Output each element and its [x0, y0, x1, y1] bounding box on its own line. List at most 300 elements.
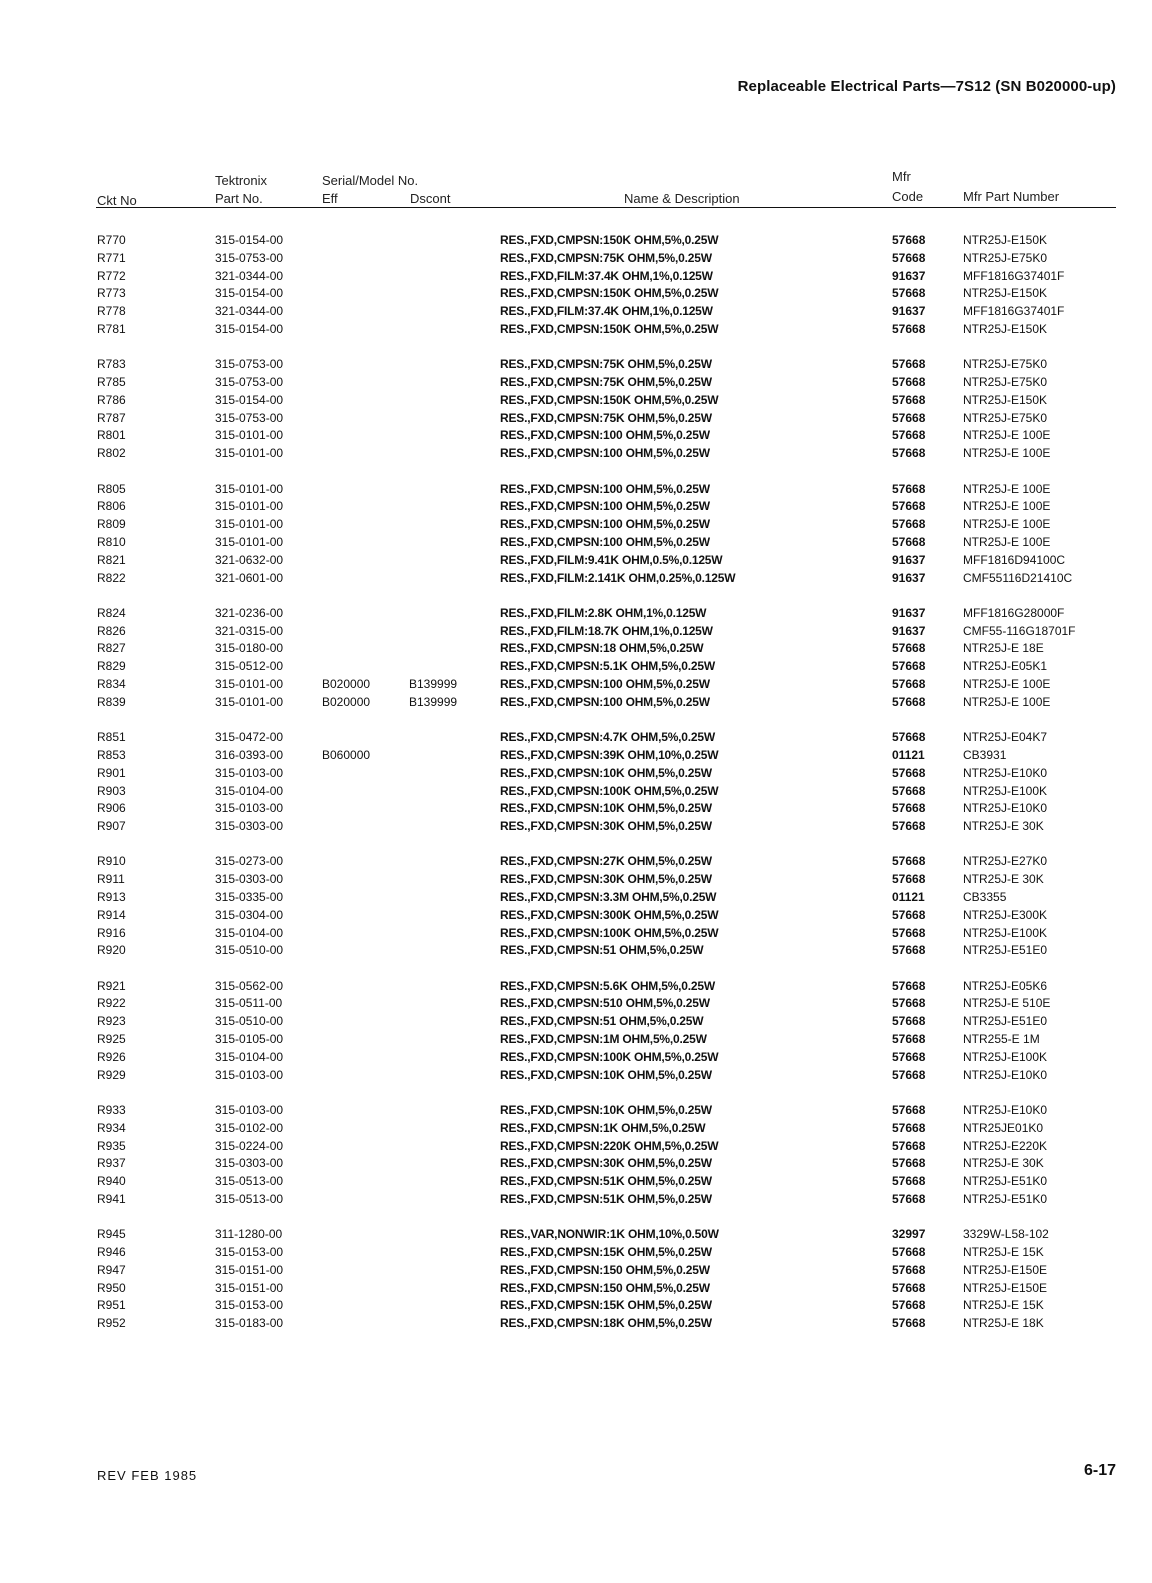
part-no-cell: 315-0335-00 [215, 890, 284, 904]
table-row [0, 640, 1152, 658]
mfr-code-cell: 57668 [892, 1120, 926, 1135]
mfr-code-cell: 57668 [892, 392, 926, 407]
part-no-cell: 315-0304-00 [215, 907, 284, 922]
mfr-part-number-cell: NTR25J-E75K0 [963, 357, 1048, 372]
table-row [0, 1244, 1152, 1262]
description-cell: RES.,FXD,CMPSN:1M OHM,5%,0.25W [500, 1032, 707, 1047]
table-row [0, 1280, 1152, 1298]
eff-serial-cell: B020000 [322, 694, 371, 709]
part-no-cell: 315-0753-00 [215, 410, 284, 425]
mfr-part-number-cell: NTR25J-E 100E [963, 428, 1051, 443]
part-no-cell: 321-0344-00 [215, 304, 284, 319]
mfr-code-cell: 01121 [892, 890, 925, 904]
mfr-part-number-cell: CB3355 [963, 890, 1007, 904]
part-no-cell: 315-0154-00 [215, 321, 284, 336]
table-row [0, 694, 1152, 712]
ckt-no-cell: R914 [97, 907, 126, 922]
table-row [0, 481, 1152, 499]
description-cell: RES.,FXD,CMPSN:10K OHM,5%,0.25W [500, 801, 712, 816]
ckt-no-cell: R925 [97, 1032, 126, 1047]
mfr-part-number-cell: NTR25J-E75K0 [963, 250, 1048, 265]
part-no-cell: 321-0601-00 [215, 570, 284, 585]
table-row [0, 321, 1152, 339]
mfr-code-cell: 57668 [892, 375, 926, 390]
mfr-part-number-cell: NTR25J-E100K [963, 925, 1048, 940]
part-no-cell: 315-0101-00 [215, 677, 284, 692]
ckt-no-cell: R951 [97, 1298, 126, 1313]
mfr-part-number-cell: NTR25J-E100K [963, 1049, 1048, 1064]
part-no-cell: 321-0632-00 [215, 552, 284, 567]
mfr-part-number-cell: NTR25J-E51K0 [963, 1174, 1048, 1189]
part-no-cell: 315-0105-00 [215, 1032, 284, 1047]
table-row [0, 1297, 1152, 1315]
description-cell: RES.,VAR,NONWIR:1K OHM,10%,0.50W [500, 1227, 719, 1242]
description-cell: RES.,FXD,CMPSN:5.1K OHM,5%,0.25W [500, 659, 715, 674]
mfr-code-cell: 57668 [892, 233, 926, 247]
table-row [0, 1138, 1152, 1156]
mfr-code-cell: 57668 [892, 872, 926, 887]
part-no-cell: 315-0154-00 [215, 392, 284, 407]
dscont-serial-cell: B139999 [409, 677, 458, 692]
mfr-part-number-cell: NTR25J-E 30K [963, 1156, 1044, 1171]
table-row [0, 570, 1152, 588]
mfr-code-cell: 57668 [892, 1316, 926, 1331]
description-cell: RES.,FXD,FILM:18.7K OHM,1%,0.125W [500, 623, 713, 638]
table-row [0, 374, 1152, 392]
part-no-cell: 315-0101-00 [215, 694, 284, 709]
mfr-part-number-cell: NTR25J-E10K0 [963, 765, 1048, 780]
mfr-part-number-cell: NTR25J-E150K [963, 233, 1048, 247]
description-cell: RES.,FXD,CMPSN:100 OHM,5%,0.25W [500, 499, 710, 514]
part-no-cell: 315-0154-00 [215, 286, 284, 301]
description-cell: RES.,FXD,CMPSN:30K OHM,5%,0.25W [500, 1156, 712, 1171]
description-cell: RES.,FXD,CMPSN:100K OHM,5%,0.25W [500, 1049, 719, 1064]
table-row [0, 1013, 1152, 1031]
table-row [0, 427, 1152, 445]
mfr-code-cell: 91637 [892, 268, 926, 283]
table-row [0, 1049, 1152, 1067]
col-header-mfr-part-number: Mfr Part Number [963, 189, 1060, 204]
table-row [0, 658, 1152, 676]
table-row [0, 747, 1152, 765]
part-no-cell: 315-0472-00 [215, 730, 284, 745]
mfr-part-number-cell: NTR25J-E150E [963, 1262, 1048, 1277]
ckt-no-cell: R922 [97, 996, 126, 1011]
ckt-no-cell: R801 [97, 428, 126, 443]
part-no-cell: 315-0303-00 [215, 872, 284, 887]
part-no-cell: 315-0180-00 [215, 641, 284, 656]
mfr-code-cell: 91637 [892, 552, 926, 567]
table-row [0, 623, 1152, 641]
table-row [0, 995, 1152, 1013]
part-no-cell: 315-0153-00 [215, 1245, 284, 1260]
part-no-cell: 315-0753-00 [215, 375, 284, 390]
ckt-no-cell: R781 [97, 321, 126, 336]
mfr-code-cell: 57668 [892, 357, 926, 372]
part-no-cell: 315-0511-00 [215, 996, 283, 1011]
description-cell: RES.,FXD,CMPSN:27K OHM,5%,0.25W [500, 854, 712, 869]
table-row [0, 1120, 1152, 1138]
description-cell: RES.,FXD,CMPSN:10K OHM,5%,0.25W [500, 765, 712, 780]
mfr-part-number-cell: NTR255-E 1M [963, 1032, 1040, 1047]
mfr-code-cell: 57668 [892, 943, 926, 958]
table-row [0, 1031, 1152, 1049]
part-no-cell: 315-0103-00 [215, 765, 284, 780]
mfr-part-number-cell: 3329W-L58-102 [963, 1227, 1049, 1242]
description-cell: RES.,FXD,FILM:2.141K OHM,0.25%,0.125W [500, 570, 736, 585]
table-row [0, 516, 1152, 534]
description-cell: RES.,FXD,FILM:2.8K OHM,1%,0.125W [500, 605, 707, 620]
mfr-part-number-cell: NTR25J-E75K0 [963, 375, 1048, 390]
mfr-code-cell: 57668 [892, 1191, 926, 1206]
description-cell: RES.,FXD,FILM:9.41K OHM,0.5%,0.125W [500, 552, 723, 567]
table-row [0, 498, 1152, 516]
mfr-part-number-cell: NTR25J-E51E0 [963, 1014, 1048, 1029]
mfr-part-number-cell: NTR25J-E 30K [963, 819, 1044, 834]
description-cell: RES.,FXD,CMPSN:30K OHM,5%,0.25W [500, 872, 712, 887]
part-no-cell: 315-0510-00 [215, 1014, 284, 1029]
table-row [0, 783, 1152, 801]
description-cell: RES.,FXD,CMPSN:100 OHM,5%,0.25W [500, 481, 710, 496]
mfr-part-number-cell: NTR25J-E 100E [963, 694, 1051, 709]
description-cell: RES.,FXD,CMPSN:1K OHM,5%,0.25W [500, 1120, 706, 1135]
part-no-cell: 315-0154-00 [215, 233, 284, 247]
part-no-cell: 315-0753-00 [215, 357, 284, 372]
part-no-cell: 315-0103-00 [215, 1067, 284, 1082]
ckt-no-cell: R906 [97, 801, 126, 816]
ckt-no-cell: R947 [97, 1262, 126, 1277]
part-no-cell: 315-0103-00 [215, 1102, 284, 1117]
page-number: 6-17 [1083, 1462, 1116, 1479]
mfr-part-number-cell: NTR25J-E51K0 [963, 1191, 1048, 1206]
mfr-part-number-cell: NTR25J-E 100E [963, 499, 1051, 514]
mfr-code-cell: 57668 [892, 321, 926, 336]
ckt-no-cell: R945 [97, 1227, 126, 1242]
ckt-no-cell: R826 [97, 623, 126, 638]
part-no-cell: 315-0101-00 [215, 428, 284, 443]
table-row [0, 605, 1152, 623]
table-row [0, 818, 1152, 836]
mfr-code-cell: 57668 [892, 765, 926, 780]
description-cell: RES.,FXD,CMPSN:510 OHM,5%,0.25W [500, 996, 710, 1011]
mfr-code-cell: 57668 [892, 428, 926, 443]
description-cell: RES.,FXD,CMPSN:100K OHM,5%,0.25W [500, 783, 719, 798]
mfr-part-number-cell: NTR25J-E 15K [963, 1245, 1044, 1260]
mfr-code-cell: 57668 [892, 1298, 926, 1313]
mfr-part-number-cell: NTR25J-E10K0 [963, 1102, 1048, 1117]
part-no-cell: 315-0153-00 [215, 1298, 284, 1313]
part-no-cell: 315-0104-00 [215, 1049, 284, 1064]
description-cell: RES.,FXD,CMPSN:5.6K OHM,5%,0.25W [500, 978, 715, 993]
description-cell: RES.,FXD,CMPSN:220K OHM,5%,0.25W [500, 1138, 719, 1153]
ckt-no-cell: R950 [97, 1280, 126, 1295]
mfr-code-cell: 57668 [892, 534, 926, 549]
mfr-part-number-cell: NTR25J-E05K1 [963, 659, 1048, 674]
mfr-code-cell: 57668 [892, 694, 926, 709]
table-row [0, 853, 1152, 871]
mfr-part-number-cell: NTR25J-E51E0 [963, 943, 1048, 958]
table-row [0, 1191, 1152, 1209]
mfr-code-cell: 32997 [892, 1227, 926, 1242]
ckt-no-cell: R923 [97, 1014, 126, 1029]
table-row [0, 392, 1152, 410]
description-cell: RES.,FXD,CMPSN:150K OHM,5%,0.25W [500, 321, 719, 336]
mfr-code-cell: 57668 [892, 1280, 926, 1295]
mfr-part-number-cell: NTR25J-E150K [963, 392, 1048, 407]
description-cell: RES.,FXD,CMPSN:100 OHM,5%,0.25W [500, 677, 710, 692]
ckt-no-cell: R770 [97, 233, 126, 247]
eff-serial-cell: B060000 [322, 747, 371, 762]
ckt-no-cell: R839 [97, 694, 126, 709]
table-row [0, 1315, 1152, 1333]
mfr-code-cell: 57668 [892, 677, 926, 692]
description-cell: RES.,FXD,CMPSN:30K OHM,5%,0.25W [500, 819, 712, 834]
part-no-cell: 315-0101-00 [215, 517, 284, 532]
col-header-mfr: Mfr [892, 169, 911, 184]
ckt-no-cell: R934 [97, 1120, 126, 1135]
part-no-cell: 315-0303-00 [215, 819, 284, 834]
col-header-tektronix: Tektronix [215, 173, 268, 188]
ckt-no-cell: R802 [97, 446, 126, 461]
col-header-eff: Eff [322, 191, 338, 206]
mfr-code-cell: 57668 [892, 499, 926, 514]
description-cell: RES.,FXD,CMPSN:15K OHM,5%,0.25W [500, 1298, 712, 1313]
table-row [0, 1067, 1152, 1085]
description-cell: RES.,FXD,CMPSN:39K OHM,10%,0.25W [500, 747, 719, 762]
mfr-code-cell: 57668 [892, 659, 926, 674]
mfr-code-cell: 57668 [892, 410, 926, 425]
mfr-part-number-cell: MFF1816G28000F [963, 605, 1065, 620]
mfr-code-cell: 57668 [892, 925, 926, 940]
description-cell: RES.,FXD,CMPSN:75K OHM,5%,0.25W [500, 357, 712, 372]
mfr-code-cell: 57668 [892, 854, 926, 869]
ckt-no-cell: R773 [97, 286, 126, 301]
description-cell: RES.,FXD,CMPSN:100 OHM,5%,0.25W [500, 446, 710, 461]
col-header-code: Code [892, 189, 924, 204]
description-cell: RES.,FXD,CMPSN:15K OHM,5%,0.25W [500, 1245, 712, 1260]
part-no-cell: 321-0236-00 [215, 605, 284, 620]
ckt-no-cell: R926 [97, 1049, 126, 1064]
table-row [0, 1262, 1152, 1280]
mfr-code-cell: 91637 [892, 605, 926, 620]
mfr-code-cell: 57668 [892, 996, 926, 1011]
mfr-code-cell: 57668 [892, 1049, 926, 1064]
mfr-part-number-cell: CB3931 [963, 747, 1007, 762]
table-row [0, 232, 1152, 250]
mfr-code-cell: 57668 [892, 286, 926, 301]
table-row [0, 534, 1152, 552]
ckt-no-cell: R903 [97, 783, 126, 798]
ckt-no-cell: R785 [97, 375, 126, 390]
ckt-no-cell: R913 [97, 890, 126, 904]
description-cell: RES.,FXD,CMPSN:100 OHM,5%,0.25W [500, 428, 710, 443]
part-no-cell: 315-0224-00 [215, 1138, 284, 1153]
mfr-code-cell: 57668 [892, 783, 926, 798]
mfr-code-cell: 57668 [892, 1032, 926, 1047]
mfr-code-cell: 57668 [892, 819, 926, 834]
ckt-no-cell: R834 [97, 677, 126, 692]
description-cell: RES.,FXD,CMPSN:100 OHM,5%,0.25W [500, 517, 710, 532]
mfr-part-number-cell: NTR25JE01K0 [963, 1120, 1044, 1135]
description-cell: RES.,FXD,CMPSN:18K OHM,5%,0.25W [500, 1316, 712, 1331]
ckt-no-cell: R772 [97, 268, 126, 283]
mfr-part-number-cell: NTR25J-E 100E [963, 446, 1051, 461]
table-row [0, 871, 1152, 889]
header-rule [96, 207, 1116, 208]
description-cell: RES.,FXD,CMPSN:51 OHM,5%,0.25W [500, 1014, 704, 1029]
part-no-cell: 315-0562-00 [215, 978, 284, 993]
description-cell: RES.,FXD,CMPSN:100 OHM,5%,0.25W [500, 534, 710, 549]
table-row [0, 552, 1152, 570]
col-header-dscont: Dscont [410, 191, 451, 206]
mfr-part-number-cell: MFF1816G37401F [963, 304, 1065, 319]
part-no-cell: 315-0303-00 [215, 1156, 284, 1171]
parts-group [0, 481, 1152, 588]
part-no-cell: 315-0513-00 [215, 1191, 284, 1206]
description-cell: RES.,FXD,CMPSN:100K OHM,5%,0.25W [500, 925, 719, 940]
ckt-no-cell: R853 [97, 747, 126, 762]
mfr-part-number-cell: NTR25J-E 15K [963, 1298, 1044, 1313]
mfr-code-cell: 57668 [892, 1014, 926, 1029]
table-row [0, 729, 1152, 747]
description-cell: RES.,FXD,CMPSN:75K OHM,5%,0.25W [500, 250, 712, 265]
ckt-no-cell: R805 [97, 481, 126, 496]
parts-group [0, 853, 1152, 960]
mfr-code-cell: 57668 [892, 907, 926, 922]
ckt-no-cell: R916 [97, 925, 126, 940]
mfr-part-number-cell: CMF55116D21410C [963, 570, 1073, 585]
ckt-no-cell: R910 [97, 854, 126, 869]
description-cell: RES.,FXD,CMPSN:4.7K OHM,5%,0.25W [500, 730, 715, 745]
table-row [0, 907, 1152, 925]
part-no-cell: 315-0151-00 [215, 1280, 284, 1295]
col-header-serial-model: Serial/Model No. [322, 173, 419, 188]
description-cell: RES.,FXD,CMPSN:150 OHM,5%,0.25W [500, 1262, 710, 1277]
ckt-no-cell: R952 [97, 1316, 126, 1331]
ckt-no-cell: R907 [97, 819, 126, 834]
description-cell: RES.,FXD,FILM:37.4K OHM,1%,0.125W [500, 304, 713, 319]
table-row [0, 410, 1152, 428]
ckt-no-cell: R851 [97, 730, 126, 745]
mfr-part-number-cell: MFF1816D94100C [963, 552, 1066, 567]
part-no-cell: 315-0103-00 [215, 801, 284, 816]
table-row [0, 356, 1152, 374]
mfr-part-number-cell: NTR25J-E 18K [963, 1316, 1044, 1331]
mfr-part-number-cell: NTR25J-E10K0 [963, 801, 1048, 816]
col-header-ckt-no: Ckt No [97, 193, 137, 208]
part-no-cell: 315-0151-00 [215, 1262, 284, 1277]
ckt-no-cell: R935 [97, 1138, 126, 1153]
mfr-code-cell: 91637 [892, 304, 926, 319]
table-row [0, 285, 1152, 303]
mfr-part-number-cell: NTR25J-E220K [963, 1138, 1048, 1153]
ckt-no-cell: R821 [97, 552, 126, 567]
table-row [0, 1155, 1152, 1173]
parts-group [0, 978, 1152, 1085]
description-cell: RES.,FXD,CMPSN:3.3M OHM,5%,0.25W [500, 890, 717, 904]
ckt-no-cell: R783 [97, 357, 126, 372]
mfr-code-cell: 57668 [892, 641, 926, 656]
mfr-code-cell: 57668 [892, 250, 926, 265]
page-header-title: Replaceable Electrical Parts—7S12 (SN B020000-up) [737, 78, 1116, 95]
part-no-cell: 315-0104-00 [215, 925, 284, 940]
mfr-part-number-cell: MFF1816G37401F [963, 268, 1065, 283]
ckt-no-cell: R937 [97, 1156, 126, 1171]
parts-group [0, 232, 1152, 339]
table-row [0, 889, 1152, 907]
parts-group [0, 729, 1152, 836]
table-row [0, 978, 1152, 996]
col-header-name-description: Name & Description [624, 191, 740, 206]
dscont-serial-cell: B139999 [409, 694, 458, 709]
mfr-part-number-cell: NTR25J-E 30K [963, 872, 1044, 887]
table-row [0, 800, 1152, 818]
mfr-part-number-cell: NTR25J-E04K7 [963, 730, 1048, 745]
mfr-code-cell: 57668 [892, 1174, 926, 1189]
parts-group [0, 356, 1152, 463]
ckt-no-cell: R933 [97, 1102, 126, 1117]
mfr-part-number-cell: NTR25J-E10K0 [963, 1067, 1048, 1082]
ckt-no-cell: R827 [97, 641, 126, 656]
ckt-no-cell: R806 [97, 499, 126, 514]
table-row [0, 765, 1152, 783]
col-header-part-no: Part No. [215, 191, 263, 206]
ckt-no-cell: R786 [97, 392, 126, 407]
mfr-part-number-cell: NTR25J-E 510E [963, 996, 1051, 1011]
parts-group [0, 1226, 1152, 1333]
ckt-no-cell: R946 [97, 1245, 126, 1260]
part-no-cell: 316-0393-00 [215, 747, 284, 762]
mfr-code-cell: 01121 [892, 747, 925, 762]
mfr-code-cell: 57668 [892, 446, 926, 461]
ckt-no-cell: R787 [97, 410, 126, 425]
table-row [0, 250, 1152, 268]
part-no-cell: 315-0513-00 [215, 1174, 284, 1189]
part-no-cell: 311-1280-00 [215, 1227, 283, 1242]
part-no-cell: 315-0510-00 [215, 943, 284, 958]
mfr-part-number-cell: NTR25J-E 100E [963, 481, 1051, 496]
description-cell: RES.,FXD,CMPSN:51 OHM,5%,0.25W [500, 943, 704, 958]
mfr-part-number-cell: NTR25J-E150E [963, 1280, 1048, 1295]
description-cell: RES.,FXD,CMPSN:75K OHM,5%,0.25W [500, 410, 712, 425]
ckt-no-cell: R941 [97, 1191, 126, 1206]
part-no-cell: 315-0101-00 [215, 481, 284, 496]
mfr-part-number-cell: NTR25J-E100K [963, 783, 1048, 798]
mfr-code-cell: 57668 [892, 978, 926, 993]
description-cell: RES.,FXD,CMPSN:10K OHM,5%,0.25W [500, 1102, 712, 1117]
ckt-no-cell: R921 [97, 978, 126, 993]
mfr-code-cell: 57668 [892, 1067, 926, 1082]
mfr-part-number-cell: NTR25J-E150K [963, 286, 1048, 301]
mfr-part-number-cell: NTR25J-E27K0 [963, 854, 1048, 869]
ckt-no-cell: R810 [97, 534, 126, 549]
ckt-no-cell: R920 [97, 943, 126, 958]
ckt-no-cell: R809 [97, 517, 126, 532]
mfr-part-number-cell: NTR25J-E150K [963, 321, 1048, 336]
table-row [0, 268, 1152, 286]
mfr-part-number-cell: CMF55-116G18701F [963, 623, 1076, 638]
part-no-cell: 315-0183-00 [215, 1316, 284, 1331]
mfr-part-number-cell: NTR25J-E75K0 [963, 410, 1048, 425]
description-cell: RES.,FXD,CMPSN:100 OHM,5%,0.25W [500, 694, 710, 709]
description-cell: RES.,FXD,CMPSN:150K OHM,5%,0.25W [500, 392, 719, 407]
mfr-part-number-cell: NTR25J-E 100E [963, 534, 1051, 549]
ckt-no-cell: R778 [97, 304, 126, 319]
description-cell: RES.,FXD,CMPSN:150K OHM,5%,0.25W [500, 233, 719, 247]
part-no-cell: 315-0102-00 [215, 1120, 284, 1135]
parts-list [0, 232, 1152, 1351]
part-no-cell: 321-0315-00 [215, 623, 284, 638]
